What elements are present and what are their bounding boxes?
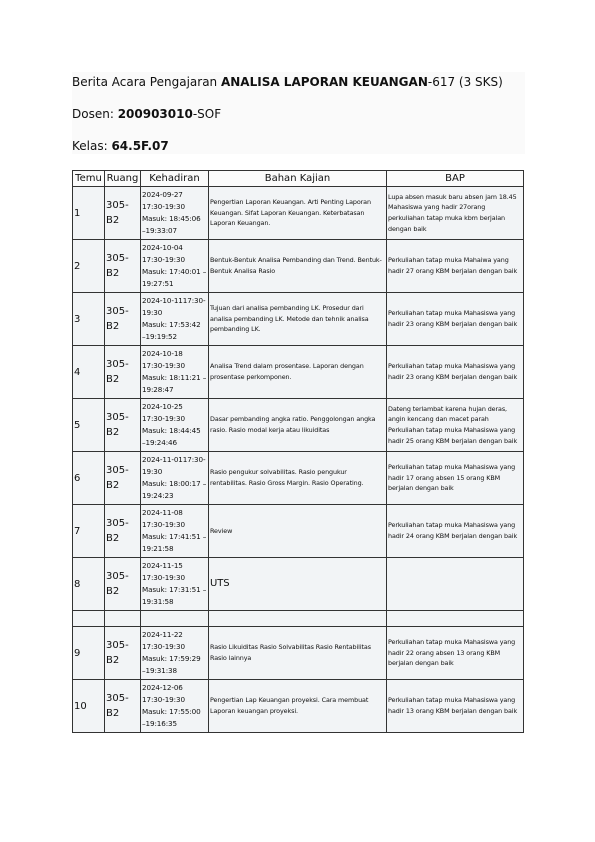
empty-cell — [141, 611, 209, 627]
kehadiran-schedule: 17:30-19:30 — [142, 694, 185, 704]
table-row — [73, 452, 524, 505]
kehadiran-date: 2024-10-18 — [142, 348, 183, 358]
cell-temu: 2 — [73, 240, 105, 293]
cell-ruang: 305-B2 — [105, 346, 141, 399]
empty-cell — [105, 611, 141, 627]
kehadiran-keluar: 19:24:23 — [142, 491, 174, 501]
kehadiran-schedule: 19:30 — [142, 466, 163, 476]
cell-temu: 8 — [73, 558, 105, 611]
kehadiran-keluar: –19:33:07 — [142, 226, 177, 236]
table-row — [73, 627, 524, 680]
kehadiran-date: 2024-09-27 — [142, 189, 183, 199]
cell-ruang: 305-B2 — [105, 558, 141, 611]
cell-ruang: 305-B2 — [105, 399, 141, 452]
table-row — [73, 293, 524, 346]
cell-bahan-kajian: Rasio Likuiditas Rasio Solvabilitas Rasio Rentabilitas Rasio lainnya — [209, 627, 387, 680]
table-row — [73, 346, 524, 399]
kehadiran-schedule: 17:30-19:30 — [142, 254, 185, 264]
cell-bap: Perkuliahan tatap muka Mahasiswa yang hadir 22 orang absen 13 orang KBM berjalan dengan baik — [387, 627, 524, 680]
cell-ruang: 305-B2 — [105, 452, 141, 505]
cell-bahan-kajian: Bentuk-Bentuk Analisa Pembanding dan Trend. Bentuk-Bentuk Analisa Rasio — [209, 240, 387, 293]
kelas-line — [72, 138, 169, 154]
dosen-code: 200903010 — [117, 107, 193, 121]
cell-bap — [387, 558, 524, 611]
cell-ruang: 305-B2 — [105, 627, 141, 680]
document-header — [72, 72, 525, 154]
col-header-kehadiran: Kehadiran — [141, 171, 209, 187]
kehadiran-date: 2024-10-04 — [142, 242, 183, 252]
cell-temu: 4 — [73, 346, 105, 399]
cell-temu: 10 — [73, 680, 105, 733]
kehadiran-masuk: Masuk: 17:40:01 – — [142, 267, 207, 276]
table-header-row — [73, 171, 524, 187]
kehadiran-keluar: 19:31:58 — [142, 597, 174, 607]
kehadiran-schedule: 17:30-19:30 — [142, 413, 185, 423]
table-row — [73, 680, 524, 733]
cell-bahan-kajian: UTS — [209, 558, 387, 611]
cell-bahan-kajian: Dasar pembanding angka ratio. Penggolongan angka rasio. Rasio modal kerja atau likuiditas — [209, 399, 387, 452]
cell-bahan-kajian: Rasio pengukur solvabilitas. Rasio pengukur rentabilitas. Rasio Gross Margin. Rasio Operating. — [209, 452, 387, 505]
cell-kehadiran — [141, 505, 209, 558]
kehadiran-keluar: –19:24:46 — [142, 438, 177, 448]
empty-cell — [209, 611, 387, 627]
cell-bahan-kajian: Review — [209, 505, 387, 558]
empty-row — [73, 611, 524, 627]
cell-ruang: 305-B2 — [105, 680, 141, 733]
kehadiran-date: 2024-10-1117:30- — [142, 295, 206, 305]
cell-kehadiran — [141, 187, 209, 240]
cell-bap: Perkuliahan tatap muka Mahasiswa yang hadir 23 orang KBM berjalan dengan baik — [387, 346, 524, 399]
attendance-table — [72, 170, 524, 733]
kehadiran-masuk: Masuk: 17:55:00 — [142, 707, 201, 716]
kehadiran-keluar: 19:21:58 — [142, 544, 174, 554]
kehadiran-schedule: 17:30-19:30 — [142, 641, 185, 651]
kelas-value: 64.5F.07 — [111, 139, 169, 153]
cell-bap: Perkuliahan tatap muka Mahasiswa yang hadir 23 orang KBM berjalan dengan baik — [387, 293, 524, 346]
cell-bap: Dateng terlambat karena hujan deras, angin kencang dan macet parah Perkuliahan tatap muka Mahasiswa yang hadir 25 orang KBM berjalan dengan baik — [387, 399, 524, 452]
kehadiran-schedule: 17:30-19:30 — [142, 360, 185, 370]
kehadiran-keluar: 19:28:47 — [142, 385, 174, 395]
cell-temu: 9 — [73, 627, 105, 680]
cell-temu: 3 — [73, 293, 105, 346]
cell-bap: Perkuliahan tatap muka Mahasiswa yang hadir 13 orang KBM berjalan dengan baik — [387, 680, 524, 733]
cell-bap: Perkuliahan tatap muka Mahasiswa yang hadir 24 orang KBM berjalan dengan baik — [387, 505, 524, 558]
kehadiran-date: 2024-11-15 — [142, 560, 183, 570]
cell-bahan-kajian: Tujuan dari analisa pembanding LK. Prosedur dari analisa pembanding LK. Metode dan tehnik analisa pembanding LK. — [209, 293, 387, 346]
table-row — [73, 399, 524, 452]
cell-temu: 6 — [73, 452, 105, 505]
cell-kehadiran — [141, 558, 209, 611]
kehadiran-masuk: Masuk: 18:44:45 — [142, 426, 201, 435]
empty-cell — [73, 611, 105, 627]
cell-kehadiran — [141, 240, 209, 293]
cell-ruang: 305-B2 — [105, 240, 141, 293]
kehadiran-schedule: 19:30 — [142, 307, 163, 317]
cell-ruang: 305-B2 — [105, 187, 141, 240]
kehadiran-masuk: Masuk: 17:31:51 – — [142, 585, 207, 594]
kehadiran-masuk: Masuk: 17:59:29 — [142, 654, 201, 663]
title-prefix: Berita Acara Pengajaran — [72, 75, 221, 89]
col-header-bahan-kajian: Bahan Kajian — [209, 171, 387, 187]
kehadiran-date: 2024-10-25 — [142, 401, 183, 411]
dosen-label: Dosen: — [72, 107, 118, 121]
course-code-sks: -617 (3 SKS) — [427, 75, 503, 89]
kehadiran-masuk: Masuk: 18:11:21 – — [142, 373, 207, 382]
table-row — [73, 558, 524, 611]
cell-kehadiran — [141, 627, 209, 680]
empty-cell — [387, 611, 524, 627]
kehadiran-masuk: Masuk: 18:00:17 – — [142, 479, 207, 488]
kehadiran-keluar: –19:31:38 — [142, 666, 177, 676]
kehadiran-date: 2024-11-0117:30- — [142, 454, 206, 464]
kehadiran-keluar: –19:16:35 — [142, 719, 177, 729]
cell-temu: 1 — [73, 187, 105, 240]
kehadiran-keluar: 19:27:51 — [142, 279, 174, 289]
kehadiran-date: 2024-11-08 — [142, 507, 183, 517]
table-row — [73, 187, 524, 240]
report-title — [72, 74, 503, 90]
cell-bap: Perkuliahan tatap muka Mahasiswa yang hadir 17 orang absen 15 orang KBM berjalan dengan baik — [387, 452, 524, 505]
col-header-ruang: Ruang — [105, 171, 141, 187]
kelas-label: Kelas: — [72, 139, 112, 153]
cell-bap: Lupa absen masuk baru absen jam 18.45 Mahasiswa yang hadir 27orang perkuliahan tatap muka kbm berjalan dengan baik — [387, 187, 524, 240]
table-row — [73, 240, 524, 293]
cell-bahan-kajian: Pengertian Lap Keuangan proyeksi. Cara membuat Laporan keuangan proyeksi. — [209, 680, 387, 733]
col-header-temu: Temu — [73, 171, 105, 187]
cell-bahan-kajian: Analisa Trend dalam prosentase. Laporan dengan prosentase perkomponen. — [209, 346, 387, 399]
cell-kehadiran — [141, 346, 209, 399]
cell-kehadiran — [141, 452, 209, 505]
cell-ruang: 305-B2 — [105, 505, 141, 558]
table-row — [73, 505, 524, 558]
cell-temu: 5 — [73, 399, 105, 452]
cell-kehadiran — [141, 680, 209, 733]
kehadiran-keluar: –19:19:52 — [142, 332, 177, 342]
dosen-suffix: -SOF — [192, 107, 222, 121]
cell-temu: 7 — [73, 505, 105, 558]
kehadiran-schedule: 17:30-19:30 — [142, 519, 185, 529]
cell-bahan-kajian: Pengertian Laporan Keuangan. Arti Penting Laporan Keuangan. Sifat Laporan Keuangan. Keterbatasan Laporan Keuangan. — [209, 187, 387, 240]
kehadiran-date: 2024-11-22 — [142, 629, 183, 639]
cell-bap: Perkuliahan tatap muka Mahaiwa yang hadir 27 orang KBM berjalan dengan baik — [387, 240, 524, 293]
kehadiran-date: 2024-12-06 — [142, 682, 183, 692]
cell-kehadiran — [141, 399, 209, 452]
kehadiran-schedule: 17:30-19:30 — [142, 572, 185, 582]
col-header-bap: BAP — [387, 171, 524, 187]
kehadiran-masuk: Masuk: 17:41:51 – — [142, 532, 207, 541]
kehadiran-masuk: Masuk: 17:53:42 — [142, 320, 201, 329]
course-name: ANALISA LAPORAN KEUANGAN — [220, 75, 428, 89]
cell-kehadiran — [141, 293, 209, 346]
cell-ruang: 305-B2 — [105, 293, 141, 346]
kehadiran-schedule: 17:30-19:30 — [142, 201, 185, 211]
dosen-line — [72, 106, 221, 122]
kehadiran-masuk: Masuk: 18:45:06 — [142, 214, 201, 223]
